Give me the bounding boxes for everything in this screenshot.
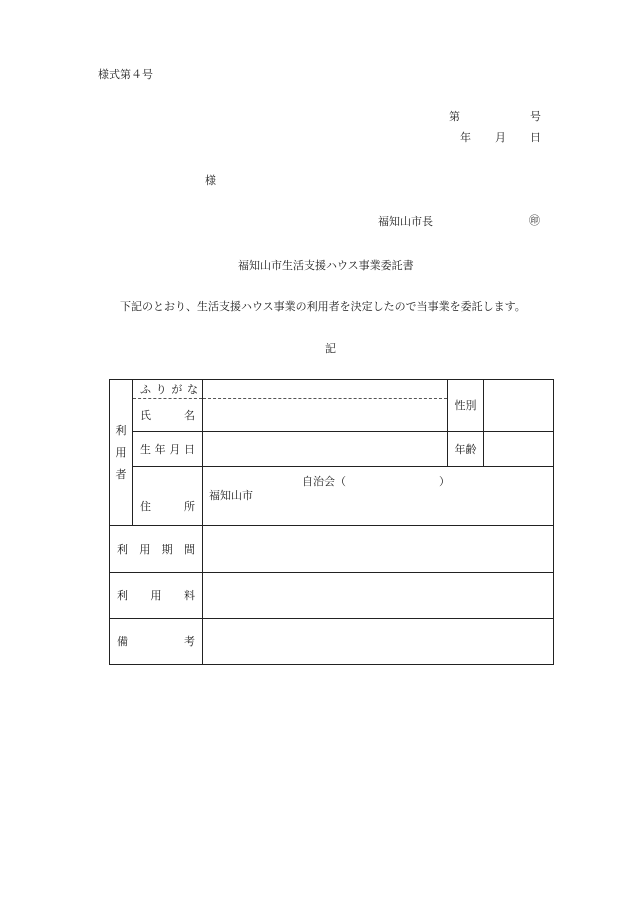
user-info-table <box>109 379 554 665</box>
doc-number-prefix: 第 <box>449 110 460 123</box>
furigana-label: ふ り が な <box>133 380 203 399</box>
ki-heading: 記 <box>325 342 336 355</box>
usage-period-field[interactable] <box>203 526 554 573</box>
body-text: 下記のとおり、生活支援ハウス事業の利用者を決定したので当事業を委託します。 <box>120 300 526 313</box>
birthdate-field[interactable] <box>203 432 448 467</box>
date-line <box>460 132 541 143</box>
age-label: 年齢 <box>448 432 484 467</box>
usage-fee-field[interactable] <box>203 573 554 619</box>
remarks-label: 備 考 <box>110 619 203 665</box>
remarks-field[interactable] <box>203 619 554 665</box>
usage-period-label: 利 用 期 間 <box>110 526 203 573</box>
furigana-field[interactable] <box>203 380 448 399</box>
form-number: 様式第４号 <box>98 68 153 81</box>
birthdate-label: 生 年 月 日 <box>133 432 203 467</box>
gender-label: 性別 <box>448 380 484 432</box>
recipient-suffix: 様 <box>205 174 216 187</box>
document-title: 福知山市生活支援ハウス事業委託書 <box>238 259 414 272</box>
date-day: 日 <box>530 131 541 144</box>
issuer-name: 福知山市長 <box>378 215 433 228</box>
name-field[interactable] <box>203 399 448 432</box>
jichikai-label: 自治会（ <box>302 474 346 488</box>
document-number-line <box>449 111 541 122</box>
date-month: 月 <box>495 131 506 144</box>
age-field[interactable] <box>484 432 554 467</box>
address-field[interactable] <box>203 467 554 526</box>
date-year: 年 <box>460 131 471 144</box>
usage-fee-label: 利 用 料 <box>110 573 203 619</box>
jichikai-close: ） <box>439 474 450 488</box>
doc-number-suffix: 号 <box>530 110 541 123</box>
user-group-label: 利 用 者 <box>110 380 133 526</box>
seal-icon: ㊞ <box>529 214 540 227</box>
address-label: 住 所 <box>133 467 203 526</box>
address-prefix: 福知山市 <box>209 488 253 502</box>
gender-field[interactable] <box>484 380 554 432</box>
name-label: 氏 名 <box>133 399 203 432</box>
